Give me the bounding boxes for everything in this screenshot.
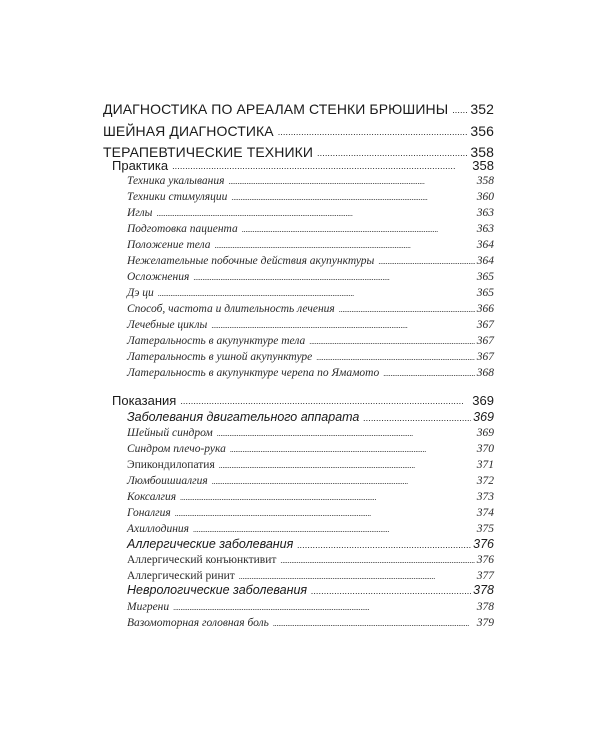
toc-page-number: 365 — [476, 271, 494, 283]
toc-page-number: 374 — [476, 507, 494, 519]
toc-entry[interactable] — [127, 613, 494, 629]
toc-entry-title: Шейный синдром — [127, 427, 213, 439]
toc-entry-title: Подготовка пациента — [127, 223, 238, 235]
toc-page-number: 378 — [473, 583, 494, 597]
toc-entry-title: Коксалгия — [127, 491, 177, 503]
dot-leader — [278, 125, 469, 139]
dot-leader — [217, 428, 475, 439]
toc-entry-title: Осложнения — [127, 271, 190, 283]
toc-entry[interactable] — [127, 219, 494, 235]
toc-page-number: 356 — [470, 123, 494, 139]
toc-entry[interactable] — [127, 315, 494, 331]
toc-entry[interactable] — [127, 283, 494, 299]
toc-entry-title: Люмбоишиалгия — [127, 475, 208, 487]
toc-entry[interactable] — [127, 455, 494, 471]
toc-page-number: 367 — [476, 335, 494, 347]
toc-page-number: 358 — [470, 144, 494, 160]
toc-entry-title: Способ, частота и длительность лечения — [127, 303, 335, 315]
toc-page-number: 372 — [476, 475, 494, 487]
dot-leader — [309, 336, 474, 347]
toc-entry-title: Синдром плечо-рука — [127, 443, 226, 455]
toc-entry[interactable] — [127, 487, 494, 503]
toc-chapter-neck-diagnostics[interactable] — [103, 119, 494, 139]
toc-page-number: 376 — [473, 537, 494, 551]
toc-page-number: 365 — [476, 287, 494, 299]
toc-entry[interactable] — [127, 299, 494, 315]
dot-leader — [273, 618, 475, 629]
toc-page-number: 367 — [476, 319, 494, 331]
toc-page-number: 366 — [476, 303, 494, 315]
toc-entry-title: Гоналгия — [127, 507, 171, 519]
toc-page-number: 371 — [476, 459, 494, 471]
toc-page-number: 377 — [476, 570, 494, 582]
toc-entry[interactable] — [127, 267, 494, 283]
toc-entry-title: Латеральность в акупунктуре черепа по Ямамото — [127, 367, 380, 379]
toc-section-indications[interactable] — [112, 390, 494, 408]
toc-page-number: 364 — [476, 255, 494, 267]
dot-leader — [193, 272, 474, 283]
toc-page-number: 375 — [476, 523, 494, 535]
toc-group-musculoskeletal[interactable] — [127, 407, 494, 424]
toc-entry-title: Аллергические заболевания — [127, 537, 294, 551]
toc-entry[interactable] — [127, 519, 494, 535]
dot-leader — [242, 224, 475, 235]
toc-entry-title: Заболевания двигательного аппарата — [127, 410, 360, 424]
toc-entry-title: Аллергический конъюнктивит — [127, 554, 277, 566]
toc-entry[interactable] — [127, 331, 494, 347]
toc-entry[interactable] — [127, 347, 494, 363]
toc-entry-title: Положение тела — [127, 239, 211, 251]
toc-entry-title: Мигрени — [127, 601, 170, 613]
toc-page-number: 363 — [476, 223, 494, 235]
toc-page-number: 378 — [476, 601, 494, 613]
dot-leader — [158, 288, 475, 299]
toc-page-number: 373 — [476, 491, 494, 503]
toc-group-allergic[interactable] — [127, 534, 494, 551]
dot-leader — [316, 352, 475, 363]
dot-leader — [231, 192, 474, 203]
toc-entry[interactable] — [127, 471, 494, 487]
toc-page-number: 367 — [476, 351, 494, 363]
toc-page-number: 358 — [472, 158, 494, 173]
dot-leader — [339, 304, 475, 315]
toc-entry[interactable] — [127, 187, 494, 203]
dot-leader — [452, 103, 468, 117]
toc-entry-title: Техники стимуляции — [127, 191, 228, 203]
toc-entry-title: ШЕЙНАЯ ДИАГНОСТИКА — [103, 123, 274, 139]
toc-entry[interactable] — [127, 363, 494, 379]
toc-entry[interactable] — [127, 251, 494, 267]
dot-leader — [311, 585, 471, 597]
toc-entry-title: Аллергический ринит — [127, 570, 235, 582]
dot-leader — [228, 176, 474, 187]
toc-entry-title: Вазомоторная головная боль — [127, 617, 269, 629]
toc-page-number: 369 — [472, 393, 494, 408]
dot-leader — [219, 460, 475, 471]
toc-entry-title: Латеральность в ушной акупунктуре — [127, 351, 313, 363]
toc-entry-title: Дэ ци — [127, 287, 154, 299]
toc-page-number: 352 — [470, 101, 494, 117]
toc-entry-title: Практика — [112, 158, 169, 173]
toc-entry[interactable] — [127, 439, 494, 455]
toc-entry-title: ТЕРАПЕВТИЧЕСКИЕ ТЕХНИКИ — [103, 144, 314, 160]
toc-group-neurological[interactable] — [127, 580, 494, 597]
toc-page-number: 363 — [476, 207, 494, 219]
toc-entry-title: Техника укалывания — [127, 175, 225, 187]
dot-leader — [173, 602, 475, 613]
toc-page-number: 360 — [476, 191, 494, 203]
toc-entry[interactable] — [127, 423, 494, 439]
dot-leader — [378, 256, 474, 267]
dot-leader — [211, 320, 474, 331]
toc-entry[interactable] — [127, 171, 494, 187]
toc-entry-title: Неврологические заболевания — [127, 583, 308, 597]
toc-entry-title: Иглы — [127, 207, 153, 219]
dot-leader — [280, 555, 474, 566]
toc-page-number: 379 — [476, 617, 494, 629]
dot-leader — [180, 492, 475, 503]
toc-entry[interactable] — [127, 550, 494, 566]
toc-entry-title: Показания — [112, 393, 177, 408]
toc-entry-title: Ахиллодиния — [127, 523, 190, 535]
toc-entry[interactable] — [127, 503, 494, 519]
dot-leader — [230, 444, 475, 455]
toc-entry-title: Латеральность в акупунктуре тела — [127, 335, 306, 347]
toc-entry-title: Лечебные циклы — [127, 319, 208, 331]
toc-page-number: 358 — [476, 175, 494, 187]
toc-entry[interactable] — [127, 235, 494, 251]
toc-entry-title: ДИАГНОСТИКА ПО АРЕАЛАМ СТЕНКИ БРЮШИНЫ — [103, 101, 449, 117]
dot-leader — [156, 208, 474, 219]
dot-leader — [383, 368, 475, 379]
toc-page-number: 364 — [476, 239, 494, 251]
toc-entry[interactable] — [127, 597, 494, 613]
toc-chapter-abdominal-diagnostics[interactable] — [103, 97, 494, 117]
toc-page-number: 376 — [476, 554, 494, 566]
dot-leader — [212, 476, 475, 487]
dot-leader — [175, 508, 475, 519]
toc-page-number: 369 — [473, 410, 494, 424]
toc-entry[interactable] — [127, 203, 494, 219]
toc-entry-title: Нежелательные побочные действия акупунктуры — [127, 255, 375, 267]
dot-leader — [215, 240, 475, 251]
toc-entry-title: Эпикондилопатия — [127, 459, 215, 471]
toc-page-number: 370 — [476, 443, 494, 455]
toc-page-number: 369 — [476, 427, 494, 439]
toc-page-number: 368 — [476, 367, 494, 379]
